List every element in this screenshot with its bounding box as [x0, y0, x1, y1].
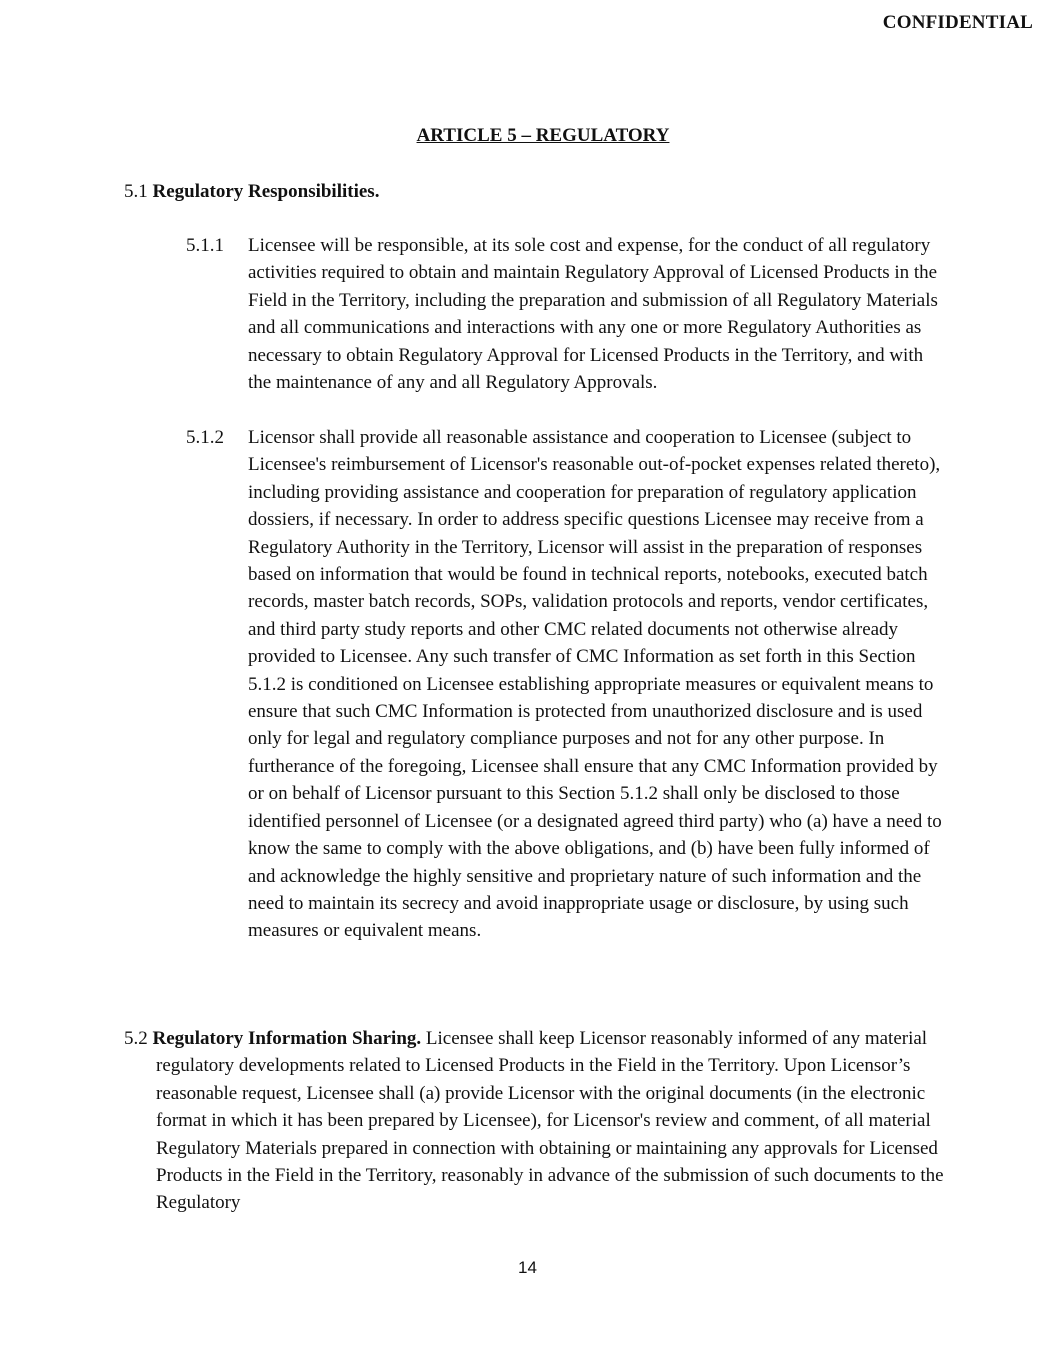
- subsection-number: 5.1.1: [186, 235, 224, 256]
- section-5-2: [124, 1025, 966, 1217]
- article-title: ARTICLE 5 – REGULATORY: [416, 125, 670, 146]
- section-5-1-heading: [124, 178, 379, 205]
- section-number: 5.1: [124, 181, 148, 202]
- section-number: 5.2: [124, 1028, 148, 1049]
- confidential-label: CONFIDENTIAL: [882, 12, 1033, 33]
- subsection-text: Licensee will be responsible, at its sole cost and expense, for the conduct of all regulatory activities required to obtain and maintain Regulatory Approval of Licensed Products in the Field in the Territory, including the preparation and submission of all Regulatory Materials and all communications and interactions with any one or more Regulatory Authorities as necessary to obtain Regulatory Approval for Licensed Products in the Territory, and with the maintenance of any and all Regulatory Approvals.: [248, 235, 938, 394]
- section-heading: Regulatory Responsibilities.: [152, 181, 380, 202]
- subsection-5-1-2: [186, 424, 946, 945]
- subsection-text: Licensor shall provide all reasonable assistance and cooperation to Licensee (subject to Licensee's reimbursement of Licensor's reasonable out-of-pocket expenses related thereto), including providing assistance and cooperation for preparation of regulatory application dossiers, if necessary. In order to address specific questions Licensee may receive from a Regulatory Authority in the Territory, Licensor will assist in the preparation of responses based on information that would be found in technical reports, notebooks, executed batch records, master batch records, SOPs, validation protocols and reports, vendor certificates, and third party study reports and other CMC related documents not otherwise already provided to Licensee. Any such transfer of CMC Information as set forth in this Section 5.1.2 is conditioned on Licensee establishing appropriate measures or equivalent means to ensure that such CMC Information is protected from unauthorized disclosure and is used only for legal and regulatory compliance purposes and not for any other purpose. In furtherance of the foregoing, Licensee shall ensure that any CMC Information provided by or on behalf of Licensor pursuant to this Section 5.1.2 shall only be disclosed to those identified personnel of Licensee (or a designated agreed third party) who (a) have a need to know the same to comply with the above obligations, and (b) have been fully informed of and acknowledge the highly sensitive and proprietary nature of such information and the need to maintain its secrecy and avoid inappropriate usage or disclosure, by using such measures or equivalent means.: [248, 427, 942, 942]
- page-number: 14: [518, 1258, 537, 1277]
- section-heading: Regulatory Information Sharing.: [152, 1028, 422, 1049]
- section-text: Licensee shall keep Licensor reasonably informed of any material regulatory developments related to Licensed Products in the Field in the Territory. Upon Licensor’s reasonable request, Licensee shall (a) provide Licensor with the original documents (in the electronic format in which it has been prepared by Licensee), for Licensor's review and comment, of all material Regulatory Materials prepared in connection with obtaining or maintaining any approvals for Licensed Products in the Field in the Territory, reasonably in advance of the submission of such documents to the Regulatory: [156, 1028, 944, 1214]
- subsection-5-1-1: [186, 232, 946, 396]
- subsection-number: 5.1.2: [186, 427, 224, 448]
